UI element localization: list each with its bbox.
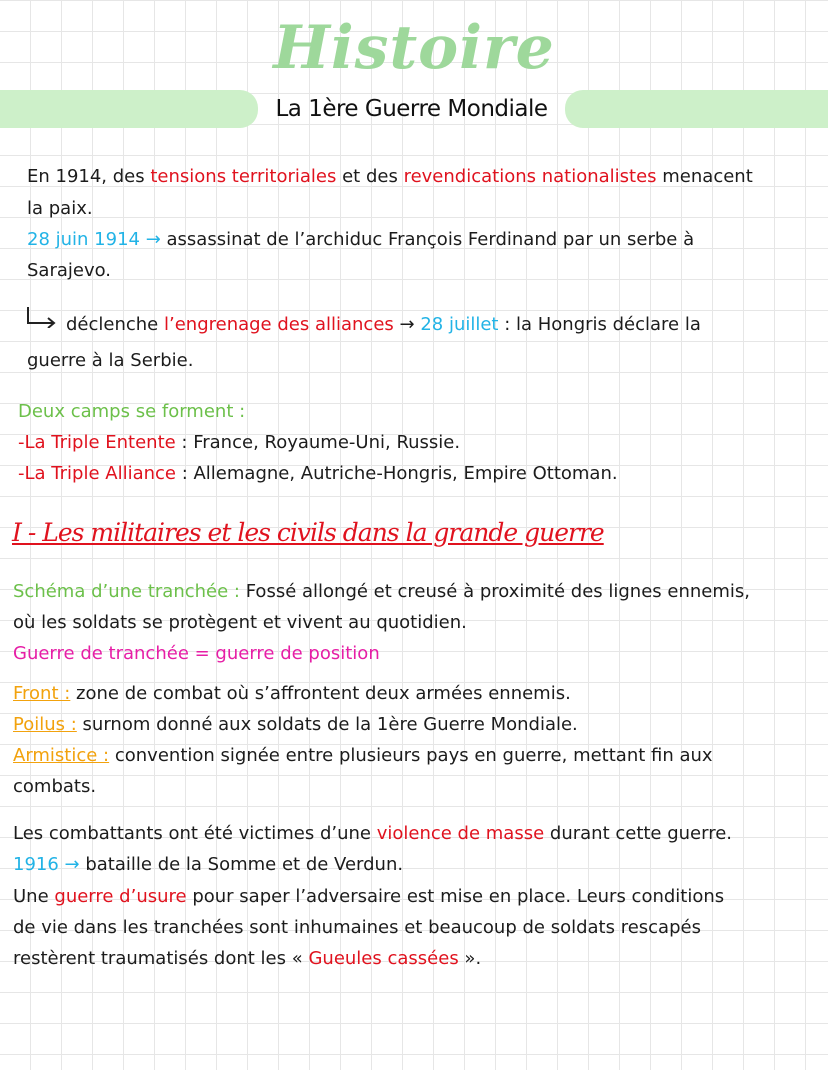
violence-line-5	[13, 943, 481, 974]
text: bataille de la Somme et de Verdun.	[79, 854, 404, 875]
page-subtitle: La 1ère Guerre Mondiale	[275, 96, 548, 122]
text: durant cette guerre.	[544, 823, 733, 844]
violence-line-3	[13, 881, 724, 912]
text: Les combattants ont été victimes d’une	[13, 823, 377, 844]
schema-line-2: où les soldats se protègent et vivent au quotidien.	[13, 612, 467, 633]
text: menacent	[656, 166, 753, 187]
poilus-label: Poilus :	[13, 714, 77, 735]
text: En 1914, des	[27, 166, 151, 187]
highlight-engrenage: l’engrenage des alliances	[163, 314, 394, 335]
date-1916: 1916 →	[13, 854, 80, 875]
highlight-usure: guerre d’usure	[54, 886, 187, 907]
text: Fossé allongé et creusé à proximité des lignes ennemis,	[240, 581, 750, 602]
text: convention signée entre plusieurs pays en guerre, mettant fin aux	[109, 745, 713, 766]
violence-line-2	[13, 849, 403, 880]
text: zone de combat où s’affrontent deux armées ennemis.	[70, 683, 571, 704]
highlight-violence: violence de masse	[376, 823, 545, 844]
date-28-juin: 28 juin 1914 →	[27, 229, 161, 250]
section-1-heading: I - Les militaires et les civils dans la grande guerre	[12, 518, 604, 547]
triple-entente-label: -La Triple Entente	[18, 432, 176, 453]
text: ».	[458, 948, 482, 969]
schema-line-1	[13, 576, 750, 607]
intro-line-3	[27, 224, 694, 255]
def-armistice-2: combats.	[13, 776, 97, 797]
title-band-left	[0, 90, 258, 128]
intro-line-2: la paix.	[27, 198, 93, 219]
highlight-revendications: revendications nationalistes	[403, 166, 657, 187]
text: déclenche	[66, 314, 164, 335]
text: : France, Royaume-Uni, Russie.	[175, 432, 461, 453]
def-armistice	[13, 740, 713, 771]
highlight-gueules-cassees: Gueules cassées	[308, 948, 459, 969]
text: →	[393, 314, 421, 335]
intro-line-5	[66, 309, 701, 340]
text: et des	[336, 166, 404, 187]
camp-alliance	[18, 458, 618, 489]
camp-entente	[18, 427, 460, 458]
highlight-tensions: tensions territoriales	[150, 166, 337, 187]
triple-alliance-label: -La Triple Alliance	[18, 463, 176, 484]
camps-heading: Deux camps se forment :	[18, 401, 246, 422]
text: pour saper l’adversaire est mise en place. Leurs conditions	[186, 886, 725, 907]
violence-line-1	[13, 818, 732, 849]
violence-line-4: de vie dans les tranchées sont inhumaines et beaucoup de soldats rescapés	[13, 917, 701, 938]
armistice-label: Armistice :	[13, 745, 110, 766]
def-front	[13, 678, 571, 709]
intro-line-4: Sarajevo.	[27, 260, 112, 281]
page-title: Histoire	[273, 13, 555, 83]
text: restèrent traumatisés dont les «	[13, 948, 309, 969]
hook-arrow-icon	[25, 306, 59, 328]
text: Une	[13, 886, 55, 907]
text: assassinat de l’archiduc François Ferdinand par un serbe à	[160, 229, 695, 250]
schema-label: Schéma d’une tranchée :	[13, 581, 240, 602]
front-label: Front :	[13, 683, 71, 704]
title-band-right	[565, 90, 828, 128]
intro-line-1	[27, 161, 753, 192]
text: : Allemagne, Autriche-Hongris, Empire Ottoman.	[175, 463, 618, 484]
text: surnom donné aux soldats de la 1ère Guerre Mondiale.	[76, 714, 578, 735]
intro-line-6: guerre à la Serbie.	[27, 350, 194, 371]
def-poilus	[13, 709, 578, 740]
date-28-juillet: 28 juillet	[420, 314, 499, 335]
trench-equation: Guerre de tranchée = guerre de position	[13, 643, 380, 664]
text: : la Hongris déclare la	[498, 314, 701, 335]
